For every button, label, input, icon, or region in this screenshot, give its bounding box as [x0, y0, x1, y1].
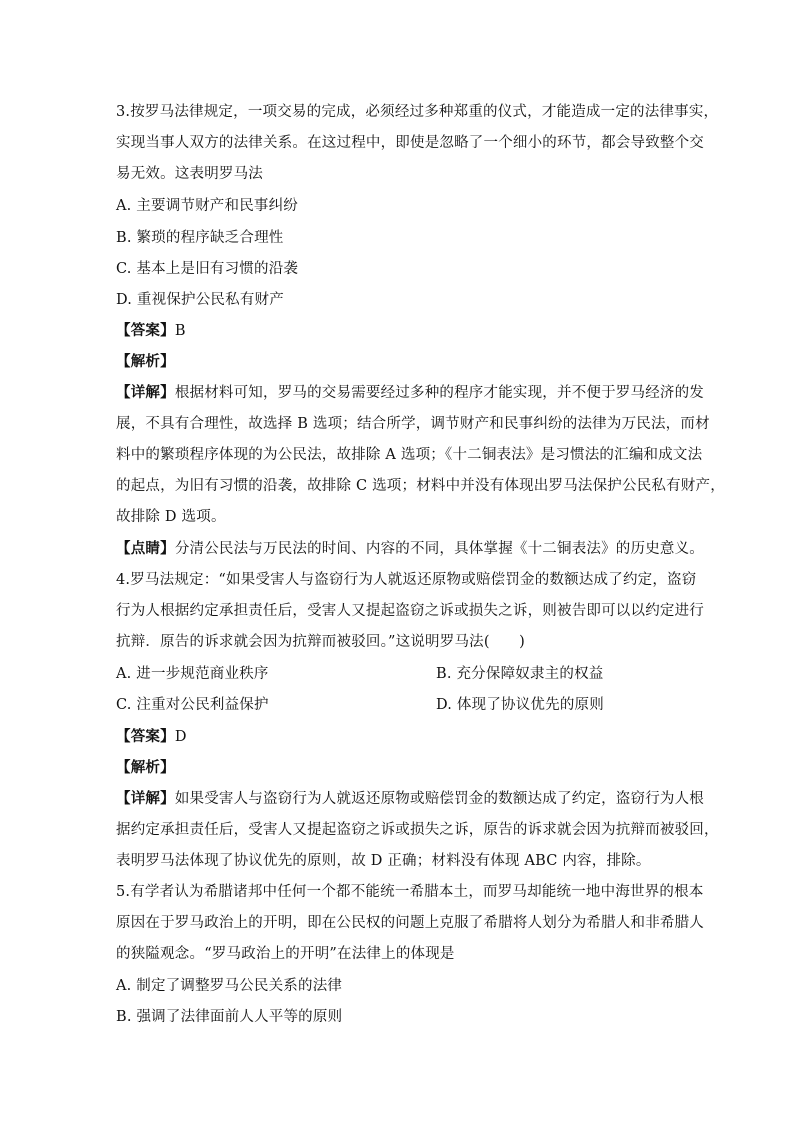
q4-answer-tag: 【答案】: [116, 728, 175, 745]
q4-stem-line-3: 抗辩．原告的诉求就会因为抗辩而被驳回。”这说明罗马法( ): [116, 634, 525, 650]
q4-option-a: A. 进一步规范商业秩序: [116, 666, 269, 682]
q4-answer: [116, 727, 187, 747]
q4-detail-text-1: 如果受害人与盗窃行为人就返还原物或赔偿罚金的数额达成了约定，盗窃行为人根: [174, 791, 705, 807]
q4-analysis-tag: [116, 758, 175, 778]
q3-option-c: C. 基本上是旧有习惯的沿袭: [116, 261, 299, 277]
q3-stem-line-2: 实现当事人双方的法律关系。在这过程中，即使是忽略了一个细小的环节，都会导致整个交: [116, 135, 704, 151]
q5-stem-line-3: 的狭隘观念。“罗马政治上的开明”在法律上的体现是: [116, 946, 455, 962]
q3-answer: [116, 321, 186, 341]
q3-point-text: 分清公民法与万民法的时间、内容的不同，具体掌握《十二铜表法》的历史意义。: [174, 541, 705, 557]
q3-detail-line-3: 料中的繁琐程序体现的为公民法，故排除 A 选项；《十二铜表法》是习惯法的汇编和成文法: [116, 447, 703, 463]
q3-answer-tag: 【答案】: [116, 322, 175, 339]
q3-detail-line-5: 故排除 D 选项。: [116, 509, 226, 525]
q4-stem-line-2: 行为人根据约定承担责任后，受害人又提起盗窃之诉或损失之诉，则被告即可以以约定进行: [116, 603, 704, 619]
q3-detail-text-1: 根据材料可知，罗马的交易需要经过多种的程序才能实现，并不便于罗马经济的发: [174, 385, 705, 401]
q5-stem-line-2: 原因在于罗马政治上的开明，即在公民权的问题上克服了希腊将人划分为希腊人和非希腊人: [116, 915, 704, 931]
q3-detail-line-1: [116, 383, 704, 403]
q3-answer-value: B: [174, 323, 186, 339]
q4-detail-line-3: 表明罗马法体现了协议优先的原则，故 D 正确；材料没有体现 ABC 内容，排除。: [116, 853, 651, 869]
q4-option-d: D. 体现了协议优先的原则: [436, 697, 604, 713]
q5-stem-line-1: 5.有学者认为希腊诸邦中任何一个都不能统一希腊本土，而罗马却能统一地中海世界的根本: [116, 884, 704, 900]
q4-option-b: B. 充分保障奴隶主的权益: [436, 666, 604, 682]
q4-detail-line-2: 据约定承担责任后，受害人又提起盗窃之诉或损失之诉，原告的诉求就会因为抗辩而被驳回，: [116, 822, 719, 838]
q4-option-c: C. 注重对公民利益保护: [116, 697, 269, 713]
q3-analysis-tag: [116, 352, 175, 372]
q3-option-a: A. 主要调节财产和民事纠纷: [116, 198, 298, 214]
q4-stem-line-1: 4.罗马法规定：“如果受害人与盗窃行为人就返还原物或赔偿罚金的数额达成了约定，盗窃: [116, 572, 697, 588]
q3-point: [116, 539, 704, 559]
q3-detail-line-2: 展，不具有合理性，故选择 B 选项；结合所学，调节财产和民事纠纷的法律为万民法，而材: [116, 416, 710, 432]
q5-option-a: A. 制定了调整罗马公民关系的法律: [116, 978, 343, 994]
q3-stem-line-1: 3.按罗马法律规定，一项交易的完成，必须经过多种郑重的仪式，才能造成一定的法律事实，: [116, 104, 719, 120]
q4-detail-tag: 【详解】: [116, 790, 175, 807]
q4-detail-line-1: [116, 789, 704, 809]
q5-option-b: B. 强调了法律面前人人平等的原则: [116, 1009, 343, 1025]
q3-point-tag: 【点睛】: [116, 540, 175, 557]
q4-analysis-label: 【解析】: [116, 759, 175, 776]
q3-detail-tag: 【详解】: [116, 384, 175, 401]
q3-detail-line-4: 的起点，为旧有习惯的沿袭，故排除 C 选项；材料中并没有体现出罗马法保护公民私有财产，: [116, 478, 725, 494]
q3-option-b: B. 繁琐的程序缺乏合理性: [116, 230, 284, 246]
q3-option-d: D. 重视保护公民私有财产: [116, 292, 284, 308]
q3-analysis-label: 【解析】: [116, 353, 175, 370]
q3-stem-line-3: 易无效。这表明罗马法: [116, 166, 263, 182]
q4-answer-value: D: [174, 729, 187, 745]
